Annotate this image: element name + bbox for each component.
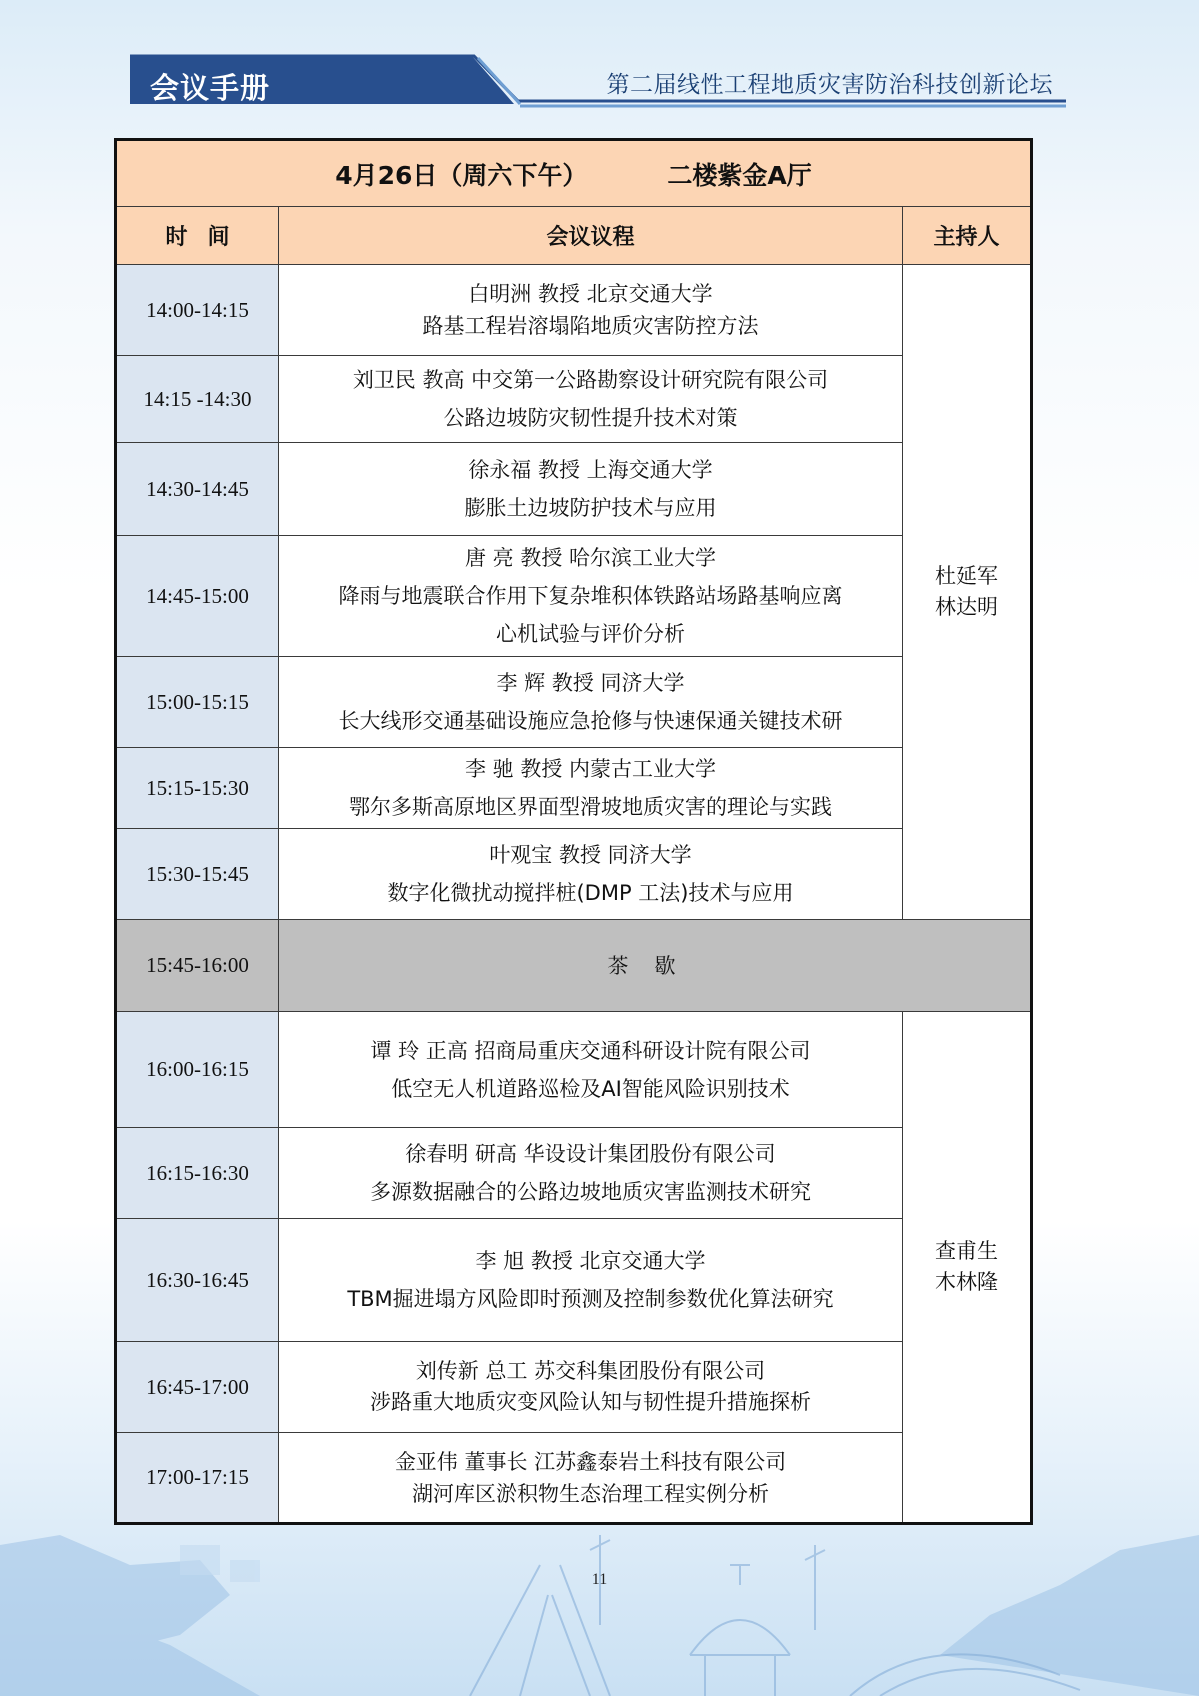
speaker-line: 叶观宝 教授 同济大学 [489,843,692,867]
column-header-host: 主持人 [903,207,1032,265]
host-name: 木林隆 [935,1270,998,1294]
topic-line: 湖河库区淤积物生态治理工程实例分析 [412,1481,769,1506]
city-illustration [0,1505,1199,1696]
speaker-line: 刘卫民 教高 中交第一公路勘察设计研究院有限公司 [352,368,829,392]
forum-title: 第二届线性工程地质灾害防治科技创新论坛 [606,72,1053,98]
topic-line: 路基工程岩溶塌陷地质灾害防控方法 [422,314,759,338]
topic-line: 数字化微扰动搅拌桩(DMP 工法)技术与应用 [387,881,794,905]
time-cell: 14:30-14:45 [116,443,279,536]
table-row [116,265,1032,356]
table-row [116,356,1032,443]
table-row [116,1219,1032,1342]
tea-break-row [116,920,1032,1012]
speaker-line: 徐永福 教授 上海交通大学 [468,458,713,482]
host-cell [903,265,1032,920]
agenda-cell [279,356,903,443]
topic-line: 膨胀土边坡防护技术与应用 [464,496,717,520]
session-venue: 二楼紫金A厅 [667,160,812,190]
agenda-title [116,140,1032,207]
agenda-cell [279,1128,903,1219]
speaker-line: 金亚伟 董事长 江苏鑫泰岩土科技有限公司 [394,1449,787,1474]
agenda-cell [279,1219,903,1342]
speaker-line: 谭 玲 正高 招商局重庆交通科研设计院有限公司 [370,1038,811,1063]
time-cell: 15:45-16:00 [116,920,279,1012]
time-cell: 14:15 -14:30 [116,356,279,443]
agenda-cell [279,1012,903,1128]
speaker-line: 李 旭 教授 北京交通大学 [475,1249,706,1273]
host-name: 杜延军 [935,564,998,588]
time-cell: 16:00-16:15 [116,1012,279,1128]
tea-break-label: 茶歇 [279,920,1032,1012]
table-row [116,536,1032,657]
speaker-line: 刘传新 总工 苏交科集团股份有限公司 [415,1359,766,1383]
session-date: 4月26日（周六下午） [335,160,588,190]
agenda-cell [279,536,903,657]
page-number: 11 [591,1571,608,1588]
time-cell: 16:15-16:30 [116,1128,279,1219]
topic-line: TBM掘进塌方风险即时预测及控制参数优化算法研究 [347,1287,834,1311]
speaker-line: 李 辉 教授 同济大学 [496,671,685,695]
topic-line: 多源数据融合的公路边坡地质灾害监测技术研究 [370,1180,811,1204]
topic-line: 心机试验与评价分析 [496,622,685,646]
table-row [116,657,1032,748]
time-cell: 14:45-15:00 [116,536,279,657]
table-row [116,748,1032,829]
topic-line: 公路边坡防灾韧性提升技术对策 [443,406,738,430]
agenda-cell [279,1342,903,1433]
agenda-title-row [116,140,1032,207]
time-cell: 16:30-16:45 [116,1219,279,1342]
column-header-time: 时间 [116,207,279,265]
host-cell [903,1012,1032,1524]
time-cell: 16:45-17:00 [116,1342,279,1433]
handbook-title: 会议手册 [150,71,271,105]
host-name: 查甫生 [935,1239,998,1263]
header-row [116,207,1032,265]
speaker-line: 李 驰 教授 内蒙古工业大学 [464,757,717,781]
time-cell: 17:00-17:15 [116,1433,279,1524]
header-band [0,0,1199,130]
time-cell: 14:00-14:15 [116,265,279,356]
agenda-table [114,138,1033,1525]
topic-line: 涉路重大地质灾变风险认知与韧性提升措施探析 [370,1390,811,1414]
agenda-cell [279,443,903,536]
speaker-line: 白明洲 教授 北京交通大学 [468,282,713,306]
host-name: 林达明 [935,595,998,619]
table-row [116,829,1032,920]
column-header-agenda: 会议议程 [279,207,903,265]
topic-line: 鄂尔多斯高原地区界面型滑坡地质灾害的理论与实践 [349,795,832,819]
time-cell: 15:30-15:45 [116,829,279,920]
page-header [0,0,1199,130]
table-row [116,1342,1032,1433]
table-row [116,443,1032,536]
time-cell: 15:00-15:15 [116,657,279,748]
agenda-cell [279,748,903,829]
agenda-cell [279,657,903,748]
table-row [116,1128,1032,1219]
topic-line: 降雨与地震联合作用下复杂堆积体铁路站场路基响应离 [338,584,843,608]
time-cell: 15:15-15:30 [116,748,279,829]
speaker-line: 唐 亮 教授 哈尔滨工业大学 [464,546,717,570]
speaker-line: 徐春明 研高 华设设计集团股份有限公司 [405,1142,776,1166]
agenda-cell [279,829,903,920]
agenda-cell [279,265,903,356]
topic-line: 低空无人机道路巡检及AI智能风险识别技术 [391,1076,790,1101]
topic-line: 长大线形交通基础设施应急抢修与快速保通关键技术研 [338,709,843,733]
table-row [116,1012,1032,1128]
